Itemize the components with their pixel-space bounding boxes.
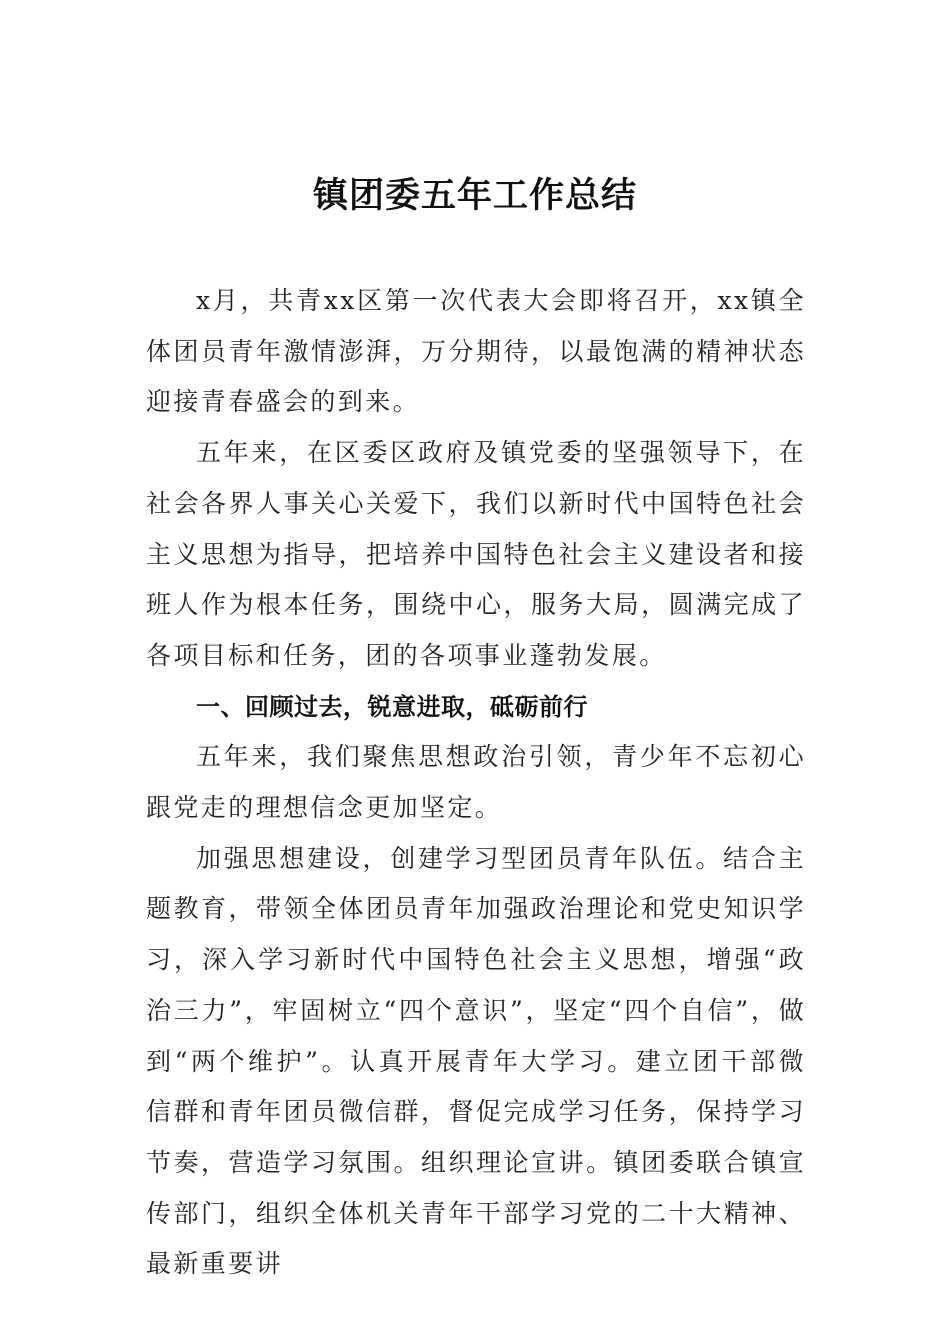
paragraph-overview: 五年来，在区委区政府及镇党委的坚强领导下，在社会各界人事关心关爱下，我们以新时代中国特色社会主义思想为指导，把培养中国特色社会主义建设者和接班人作为根本任务，围绕中心，服务大局，圆满完成了各项目标和任务，团的各项事业蓬勃发展。	[146, 438, 806, 670]
section-heading-1: 一、回顾过去，锐意进取，砥砺前行	[196, 692, 588, 721]
document-body	[146, 276, 806, 1290]
document-title: 镇团委五年工作总结	[312, 175, 637, 216]
paragraph-intro: x月，共青xx区第一次代表大会即将召开，xx镇全体团员青年激情澎湃，万分期待，以最饱满的精神状态迎接青春盛会的到来。	[146, 286, 806, 417]
paragraph-section-1-intro: 五年来，我们聚焦思想政治引领，青少年不忘初心跟党走的理想信念更加坚定。	[146, 742, 806, 823]
paragraph-ideology-building: 加强思想建设，创建学习型团员青年队伍。结合主题教育，带领全体团员青年加强政治理论和党史知识学习，深入学习新时代中国特色社会主义思想，增强“政治三力”，牢固树立“四个意识”，坚定“四个自信”，做到“两个维护”。认真开展青年大学习。建立团干部微信群和青年团员微信群，督促完成学习任务，保持学习节奏，营造学习氛围。组织理论宣讲。镇团委联合镇宣传部门，组织全体机关青年干部学习党的二十大精神、最新重要讲	[146, 843, 806, 1279]
